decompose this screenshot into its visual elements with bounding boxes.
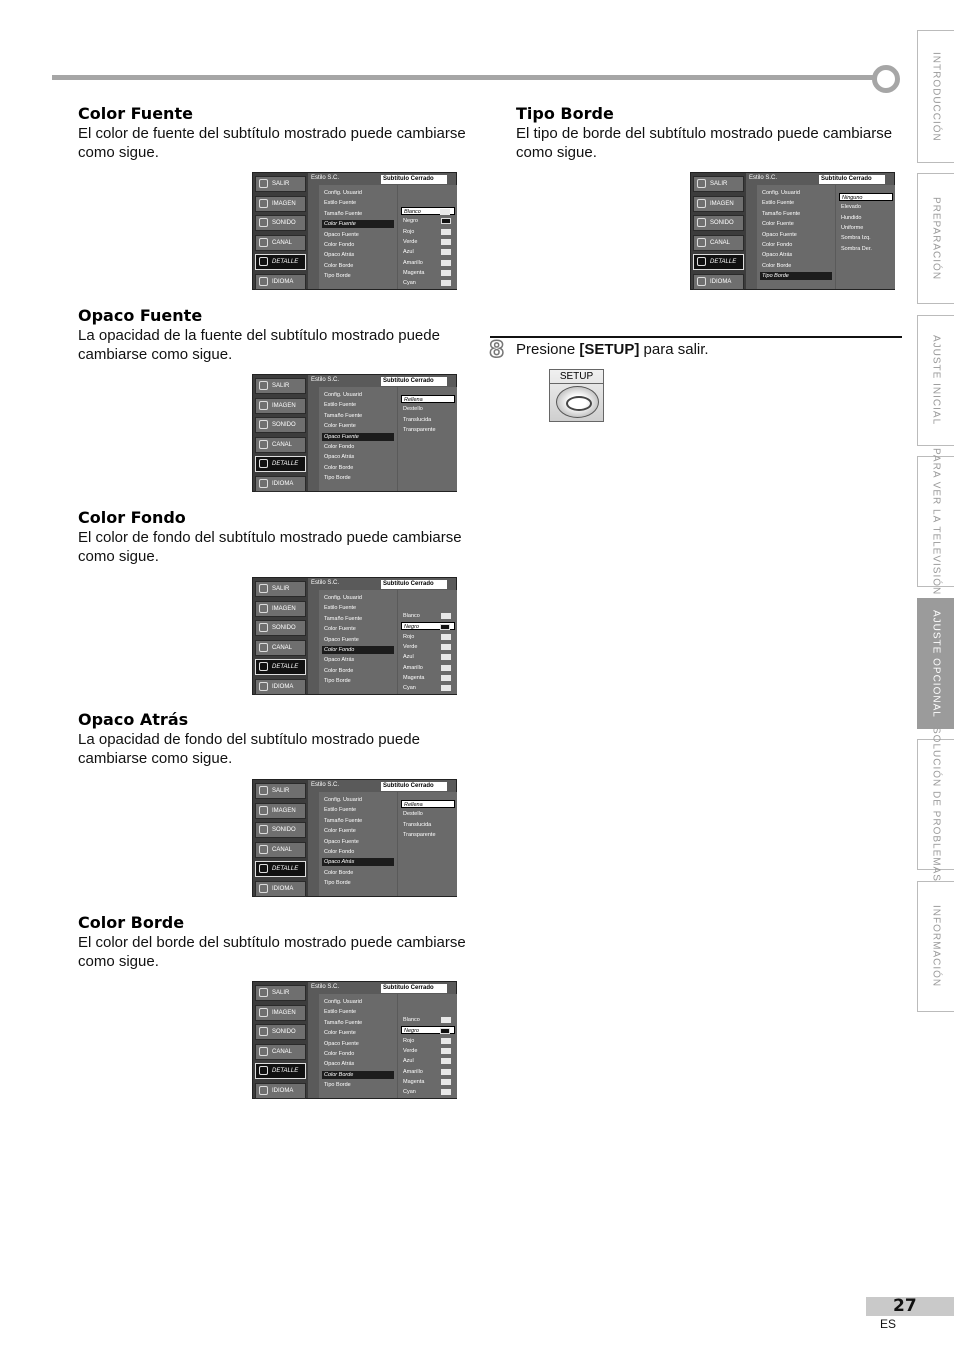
osd-menu-item[interactable]: Opaco Atrás: [324, 657, 355, 664]
section-color-fuente: [78, 104, 478, 162]
color-swatch: [441, 218, 451, 224]
color-swatch: [441, 654, 451, 660]
menu-icon: [259, 643, 268, 652]
osd-side-item[interactable]: DETALLE: [255, 861, 306, 877]
osd-side-item[interactable]: SALIR: [255, 985, 306, 1001]
osd-side-item[interactable]: IDIOMA: [255, 679, 306, 695]
osd-option-item[interactable]: Sombra Izq.: [841, 235, 871, 242]
section-title: Opaco Atrás: [78, 710, 189, 729]
osd-menu-item[interactable]: Opaco Fuente: [324, 636, 359, 643]
menu-icon: [259, 277, 268, 286]
osd-option-item[interactable]: Negro: [401, 217, 455, 225]
color-swatch: [441, 280, 451, 286]
osd-side-item[interactable]: CANAL: [255, 235, 306, 251]
section-title: Color Fuente: [78, 104, 193, 123]
osd-option-item[interactable]: Amarillo: [401, 259, 455, 267]
osd-menu-item[interactable]: Tipo Borde: [324, 880, 351, 887]
osd-side-item[interactable]: SALIR: [255, 176, 306, 192]
osd-side-item[interactable]: DETALLE: [255, 659, 306, 675]
osd-option-item[interactable]: Blanco: [401, 207, 455, 215]
osd-option-item[interactable]: Translucida: [403, 416, 432, 423]
osd-side-item[interactable]: SONIDO: [255, 417, 306, 433]
osd-header: Estilo S.C.: [311, 377, 340, 383]
osd-menu-item[interactable]: Config. Usuarid: [324, 392, 362, 398]
page-number: 27: [893, 1296, 917, 1316]
menu-icon: [259, 825, 268, 834]
osd-menu-item[interactable]: Tamaño Fuente: [324, 817, 363, 824]
osd-option-item[interactable]: Elevado: [841, 204, 861, 211]
color-swatch: [441, 1079, 451, 1085]
osd-header: Estilo S.C.: [749, 175, 778, 181]
osd-option-item[interactable]: Negro: [401, 622, 455, 630]
osd-side-item[interactable]: SALIR: [255, 378, 306, 394]
menu-icon: [259, 988, 268, 997]
osd-header-right: Subtítulo Cerrado: [381, 984, 447, 993]
osd-menu-list: [319, 792, 397, 896]
section-color-fondo: [78, 508, 478, 566]
osd-menu-item[interactable]: Config. Usuarid: [324, 999, 362, 1005]
color-swatch: [441, 1089, 451, 1095]
osd-header-right: Subtítulo Cerrado: [381, 175, 447, 184]
osd-option-item[interactable]: Sombra Der.: [841, 245, 872, 252]
osd-header: Estilo S.C.: [311, 984, 340, 990]
osd-option-item[interactable]: Negro: [401, 1026, 455, 1034]
side-tab-ajuste-opcional[interactable]: AJUSTE OPCIONAL: [917, 598, 954, 729]
menu-icon: [259, 682, 268, 691]
osd-option-item[interactable]: Ninguno: [839, 193, 893, 201]
osd-menu-list: [319, 994, 397, 1098]
section-title: Color Borde: [78, 913, 185, 932]
osd-menu-item[interactable]: Tipo Borde: [324, 475, 351, 482]
osd-menu-item[interactable]: Color Fondo: [324, 242, 355, 248]
osd-options-list: [836, 185, 895, 289]
osd-option-item[interactable]: Destello: [403, 811, 423, 818]
osd-menu-item[interactable]: Estilo Fuente: [324, 1009, 357, 1016]
menu-icon: [259, 584, 268, 593]
color-swatch: [441, 634, 451, 640]
section-title: Opaco Fuente: [78, 306, 203, 325]
osd-option-item[interactable]: Verde: [401, 643, 455, 651]
color-swatch: [441, 675, 451, 681]
osd-menu-item[interactable]: Opaco Fuente: [322, 433, 394, 441]
osd-menu-item[interactable]: Color Fondo: [324, 1051, 355, 1057]
osd-side-item[interactable]: IDIOMA: [255, 274, 306, 290]
menu-icon: [259, 864, 268, 873]
color-swatch: [441, 249, 451, 255]
osd-option-item[interactable]: Blanco: [401, 612, 455, 620]
color-swatch: [440, 1028, 450, 1034]
color-swatch: [441, 1069, 451, 1075]
menu-icon: [259, 238, 268, 247]
osd-side-item[interactable]: CANAL: [255, 1044, 306, 1060]
osd-option-item[interactable]: Magenta: [401, 674, 455, 682]
osd-side-item[interactable]: SALIR: [693, 176, 744, 192]
osd-menu-item[interactable]: Color Fuente: [324, 828, 356, 835]
osd-side-item[interactable]: SALIR: [255, 581, 306, 597]
osd-menu-item[interactable]: Color Borde: [322, 1071, 394, 1079]
menu-icon: [259, 1086, 268, 1095]
osd-menu-item[interactable]: Tipo Borde: [324, 678, 351, 685]
setup-button-label: SETUP: [550, 371, 603, 384]
osd-menu-item[interactable]: Color Borde: [762, 262, 792, 269]
osd-menu-item[interactable]: Color Borde: [324, 869, 354, 876]
osd-option-item[interactable]: Translucida: [403, 821, 432, 828]
osd-menu-item[interactable]: Config. Usuarid: [762, 190, 800, 196]
section-text: La opacidad de fondo del subtítulo mostrado puede cambiarse como sigue.: [78, 731, 420, 767]
osd-options-list: [398, 387, 457, 491]
menu-icon: [259, 662, 268, 671]
osd-options-list: [398, 792, 457, 896]
osd-menu-list: [319, 590, 397, 694]
osd-header-right: Subtítulo Cerrado: [381, 377, 447, 386]
color-swatch: [441, 270, 451, 276]
menu-icon: [697, 179, 706, 188]
osd-side-item[interactable]: IMAGEN: [255, 803, 306, 819]
osd-option-item[interactable]: Blanco: [401, 1016, 455, 1024]
color-swatch: [441, 685, 451, 691]
page-language: ES: [880, 1317, 897, 1331]
osd-option-item[interactable]: Transparente: [403, 426, 436, 433]
osd-menu-item[interactable]: Estilo Fuente: [324, 605, 357, 612]
osd-option-item[interactable]: Destello: [403, 406, 423, 413]
osd-menu-item[interactable]: Tamaño Fuente: [324, 412, 363, 419]
menu-icon: [259, 1008, 268, 1017]
menu-icon: [259, 199, 268, 208]
osd-side-item[interactable]: IMAGEN: [255, 398, 306, 414]
osd-side-item[interactable]: CANAL: [255, 640, 306, 656]
section-color-borde: [78, 913, 478, 971]
osd-menu-list: [319, 185, 397, 289]
menu-icon: [259, 440, 268, 449]
color-swatch: [441, 229, 451, 235]
side-tab-para-ver-la-television[interactable]: PARA VER LA TELEVISIÓN: [917, 456, 954, 587]
osd-menu-item[interactable]: Color Fondo: [324, 849, 355, 855]
osd-option-item[interactable]: Azul: [401, 1057, 455, 1065]
side-tab-solucion-de-problemas[interactable]: SOLUCIÓN DE PROBLEMAS: [917, 739, 954, 870]
side-tab-preparacion[interactable]: PREPARACIÓN: [917, 173, 954, 304]
osd-option-item[interactable]: Cyan: [401, 684, 455, 692]
osd-menu-list: [757, 185, 835, 289]
section-text: La opacidad de la fuente del subtítulo mostrado puede cambiarse como sigue.: [78, 327, 440, 363]
osd-screen-color-fuente: [252, 172, 457, 290]
osd-side-item[interactable]: IMAGEN: [693, 196, 744, 212]
menu-icon: [259, 845, 268, 854]
osd-side-item[interactable]: IMAGEN: [255, 601, 306, 617]
osd-option-item[interactable]: Hundido: [841, 214, 862, 221]
osd-side-item[interactable]: IDIOMA: [693, 274, 744, 290]
osd-menu-item[interactable]: Config. Usuarid: [324, 595, 362, 601]
menu-icon: [259, 1047, 268, 1056]
osd-menu-list: [319, 387, 397, 491]
section-opaco-fuente: [78, 306, 478, 364]
menu-icon: [259, 604, 268, 613]
menu-icon: [697, 257, 706, 266]
section-text: El color del borde del subtítulo mostrado puede cambiarse como sigue.: [78, 934, 466, 970]
osd-header: Estilo S.C.: [311, 175, 340, 181]
color-swatch: [441, 260, 451, 266]
menu-icon: [697, 277, 706, 286]
osd-menu-item[interactable]: Tamaño Fuente: [324, 1019, 363, 1026]
menu-icon: [259, 459, 268, 468]
osd-option-item[interactable]: Rojo: [401, 633, 455, 641]
osd-menu-item[interactable]: Opaco Atrás: [324, 252, 355, 259]
step-number: 8: [489, 338, 505, 363]
osd-menu-item[interactable]: Opaco Atrás: [322, 858, 394, 866]
menu-icon: [259, 257, 268, 266]
step-instruction: Presione [SETUP] para salir.: [516, 341, 709, 358]
side-tab-ajuste-inicial[interactable]: AJUSTE INICIAL: [917, 315, 954, 446]
osd-menu-item[interactable]: Color Fondo: [762, 242, 793, 248]
color-swatch: [441, 239, 451, 245]
osd-menu-item[interactable]: Estilo Fuente: [324, 807, 357, 814]
osd-menu-item[interactable]: Tamaño Fuente: [324, 615, 363, 622]
osd-option-item[interactable]: Azul: [401, 653, 455, 661]
osd-menu-item[interactable]: Color Fuente: [324, 626, 356, 633]
osd-menu-item[interactable]: Opaco Fuente: [324, 231, 359, 238]
osd-option-item[interactable]: Uniforme: [841, 224, 864, 231]
osd-option-item[interactable]: Rojo: [401, 1037, 455, 1045]
menu-icon: [697, 218, 706, 227]
setup-button[interactable]: [549, 369, 604, 422]
osd-side-item[interactable]: CANAL: [693, 235, 744, 251]
color-swatch: [441, 613, 451, 619]
osd-menu-item[interactable]: Color Borde: [324, 262, 354, 269]
osd-option-item[interactable]: Verde: [401, 1047, 455, 1055]
menu-icon: [259, 381, 268, 390]
osd-header: Estilo S.C.: [311, 580, 340, 586]
osd-option-item[interactable]: Cyan: [401, 1088, 455, 1096]
osd-side-item[interactable]: DETALLE: [255, 254, 306, 270]
osd-menu-item[interactable]: Opaco Fuente: [762, 231, 797, 238]
osd-side-item[interactable]: IMAGEN: [255, 1005, 306, 1021]
section-text: El color de fuente del subtítulo mostrado puede cambiarse como sigue.: [78, 125, 466, 161]
osd-menu-item[interactable]: Config. Usuarid: [324, 190, 362, 196]
osd-side-item[interactable]: DETALLE: [693, 254, 744, 270]
color-swatch: [441, 665, 451, 671]
menu-icon: [259, 786, 268, 795]
osd-header-right: Subtítulo Cerrado: [381, 782, 447, 791]
osd-screen-opaco-atras: [252, 779, 457, 897]
osd-side-item[interactable]: SONIDO: [255, 1024, 306, 1040]
color-swatch: [440, 209, 450, 215]
menu-icon: [259, 420, 268, 429]
section-opaco-atras: [78, 710, 478, 768]
osd-option-item[interactable]: Magenta: [401, 1078, 455, 1086]
osd-menu-item[interactable]: Color Fuente: [322, 220, 394, 228]
osd-side-item[interactable]: SONIDO: [255, 822, 306, 838]
osd-option-item[interactable]: Verde: [401, 238, 455, 246]
section-tipo-borde: [516, 104, 896, 162]
color-swatch: [441, 1048, 451, 1054]
color-swatch: [440, 624, 450, 630]
osd-menu-item[interactable]: Color Fuente: [324, 1030, 356, 1037]
menu-icon: [259, 623, 268, 632]
section-text: El tipo de borde del subtítulo mostrado puede cambiarse como sigue.: [516, 125, 893, 161]
osd-menu-item[interactable]: Estilo Fuente: [324, 200, 357, 207]
osd-side-item[interactable]: IDIOMA: [255, 1083, 306, 1099]
osd-menu-item[interactable]: Color Fuente: [762, 221, 794, 228]
menu-icon: [259, 401, 268, 410]
osd-option-item[interactable]: Amarillo: [401, 1068, 455, 1076]
osd-menu-item[interactable]: Tamaño Fuente: [762, 210, 801, 217]
menu-icon: [259, 1066, 268, 1075]
osd-menu-item[interactable]: Estilo Fuente: [324, 402, 357, 409]
osd-screen-tipo-borde: [690, 172, 895, 290]
osd-menu-item[interactable]: Color Borde: [324, 464, 354, 471]
menu-icon: [259, 179, 268, 188]
osd-menu-item[interactable]: Opaco Atrás: [762, 252, 793, 259]
osd-side-item[interactable]: SONIDO: [255, 620, 306, 636]
osd-side-item[interactable]: IMAGEN: [255, 196, 306, 212]
osd-side-item[interactable]: DETALLE: [255, 456, 306, 472]
osd-menu-item[interactable]: Tipo Borde: [324, 273, 351, 280]
osd-menu-item[interactable]: Opaco Fuente: [324, 1040, 359, 1047]
osd-side-item[interactable]: SONIDO: [693, 215, 744, 231]
menu-icon: [259, 479, 268, 488]
color-swatch: [441, 1017, 451, 1023]
osd-side-item[interactable]: IDIOMA: [255, 476, 306, 492]
osd-menu-item[interactable]: Tipo Borde: [760, 272, 832, 280]
osd-menu-item[interactable]: Color Fondo: [324, 444, 355, 450]
setup-button-icon: [556, 386, 599, 418]
menu-icon: [697, 199, 706, 208]
osd-header-right: Subtítulo Cerrado: [381, 580, 447, 589]
menu-icon: [259, 218, 268, 227]
osd-side-item[interactable]: SALIR: [255, 783, 306, 799]
osd-menu-item[interactable]: Color Fuente: [324, 423, 356, 430]
osd-menu-item[interactable]: Tipo Borde: [324, 1082, 351, 1089]
osd-menu-item[interactable]: Color Fondo: [322, 646, 394, 654]
menu-icon: [259, 1027, 268, 1036]
menu-icon: [259, 806, 268, 815]
osd-menu-item[interactable]: Opaco Fuente: [324, 838, 359, 845]
osd-screen-opaco-fuente: [252, 374, 457, 492]
osd-header-right: Subtítulo Cerrado: [819, 175, 885, 184]
osd-option-item[interactable]: Cyan: [401, 279, 455, 287]
side-tab-introduccion[interactable]: INTRODUCCIÓN: [917, 30, 954, 163]
step-rule: [490, 336, 902, 338]
top-rule: [52, 75, 882, 80]
osd-screen-color-fondo: [252, 577, 457, 695]
section-text: El color de fondo del subtítulo mostrado puede cambiarse como sigue.: [78, 529, 462, 565]
osd-side-item[interactable]: SONIDO: [255, 215, 306, 231]
section-title: Tipo Borde: [516, 104, 614, 123]
osd-menu-item[interactable]: Opaco Atrás: [324, 454, 355, 461]
osd-side-item[interactable]: IDIOMA: [255, 881, 306, 897]
osd-options-list: [398, 994, 457, 1098]
side-tab-informacion[interactable]: INFORMACIÓN: [917, 881, 954, 1012]
osd-option-item[interactable]: Rellena: [401, 800, 455, 808]
osd-header: Estilo S.C.: [311, 782, 340, 788]
osd-screen-color-borde: [252, 981, 457, 1099]
top-rule-circle: [872, 65, 900, 93]
osd-option-item[interactable]: Rojo: [401, 228, 455, 236]
menu-icon: [697, 238, 706, 247]
osd-options-list: [398, 185, 457, 289]
osd-menu-item[interactable]: Tamaño Fuente: [324, 210, 363, 217]
osd-menu-item[interactable]: Config. Usuarid: [324, 797, 362, 803]
color-swatch: [441, 1038, 451, 1044]
section-title: Color Fondo: [78, 508, 186, 527]
osd-menu-item[interactable]: Color Borde: [324, 667, 354, 674]
osd-option-item[interactable]: Transparente: [403, 831, 436, 838]
osd-option-item[interactable]: Rellena: [401, 395, 455, 403]
color-swatch: [441, 1058, 451, 1064]
osd-option-item[interactable]: Azul: [401, 248, 455, 256]
osd-side-item[interactable]: CANAL: [255, 842, 306, 858]
osd-option-item[interactable]: Magenta: [401, 269, 455, 277]
osd-menu-item[interactable]: Opaco Atrás: [324, 1061, 355, 1068]
osd-side-item[interactable]: DETALLE: [255, 1063, 306, 1079]
osd-options-list: [398, 590, 457, 694]
setup-key: [SETUP]: [579, 341, 640, 358]
osd-side-item[interactable]: CANAL: [255, 437, 306, 453]
osd-menu-item[interactable]: Estilo Fuente: [762, 200, 795, 207]
color-swatch: [441, 644, 451, 650]
osd-option-item[interactable]: Amarillo: [401, 664, 455, 672]
menu-icon: [259, 884, 268, 893]
